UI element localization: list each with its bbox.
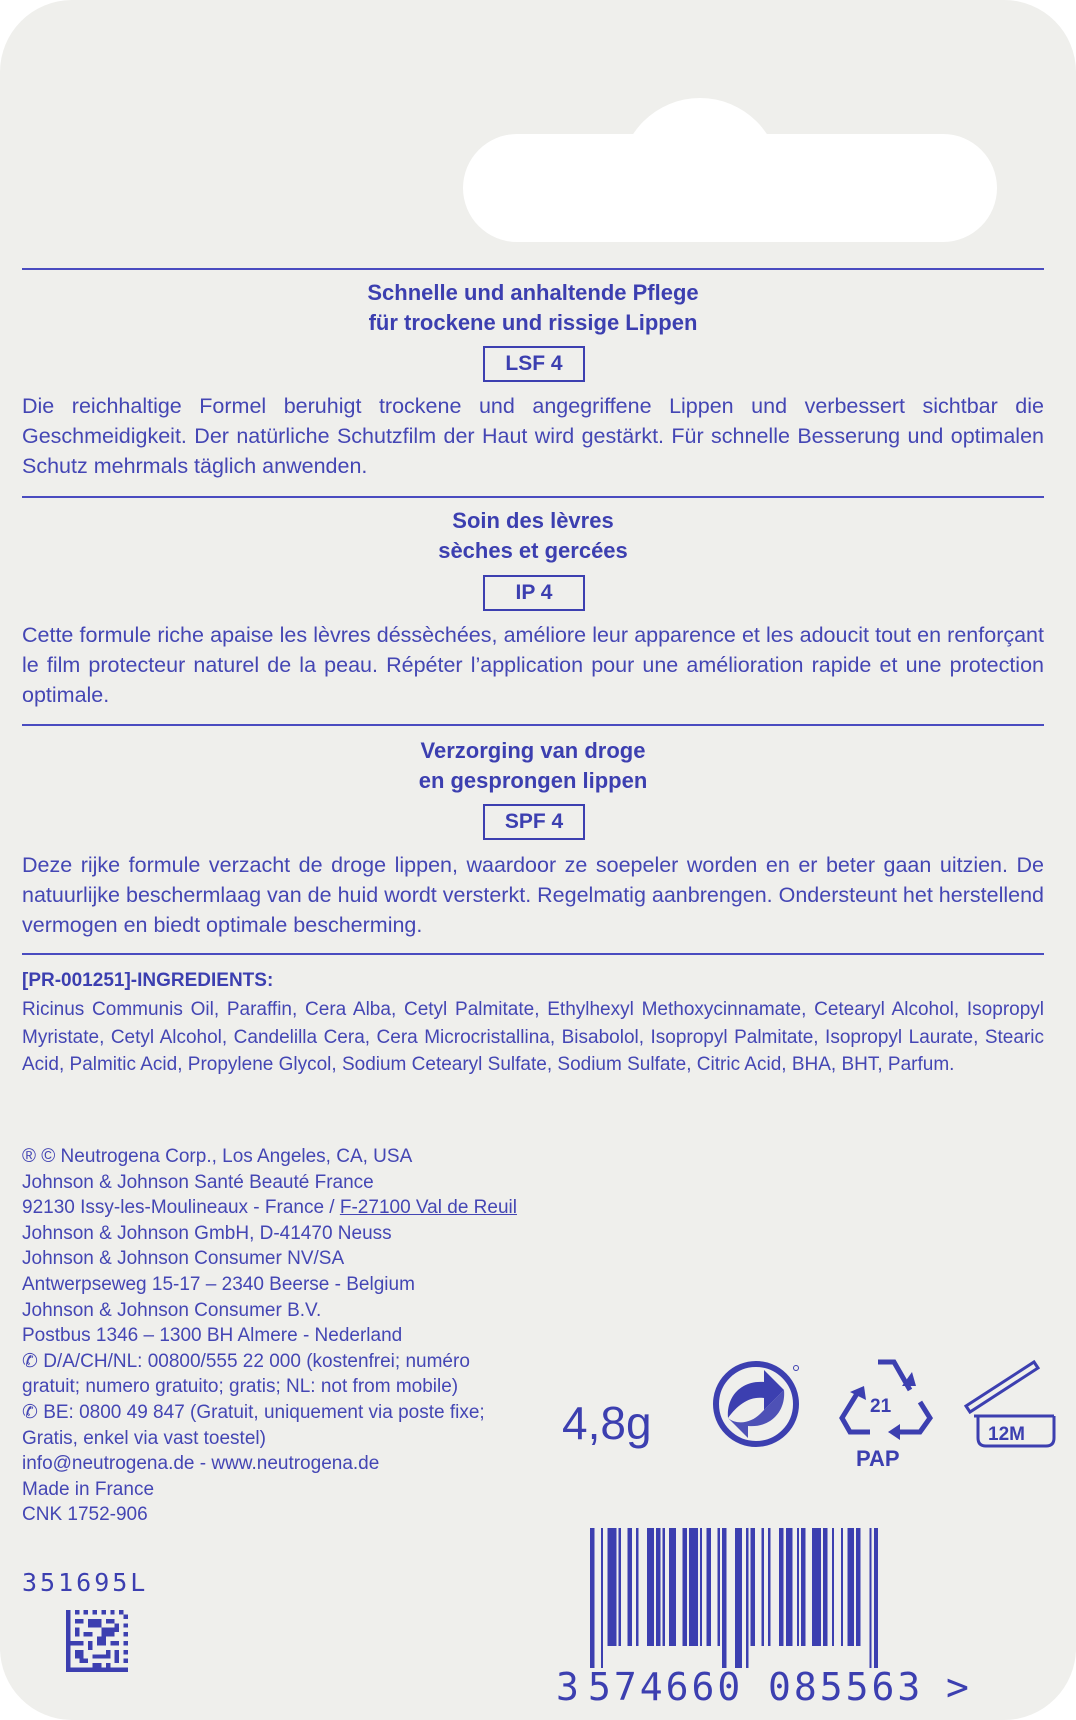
divider — [22, 268, 1044, 270]
address-line-part: F-27100 Val de Reuil — [339, 1197, 517, 1219]
divider — [22, 724, 1044, 726]
spf-badge-nl: SPF 4 — [483, 804, 585, 840]
heading-de-line1: Schnelle und anhaltende Pflege — [367, 280, 699, 305]
barcode-digit-first: 3 — [556, 1665, 582, 1709]
barcode-bar — [619, 1528, 621, 1646]
contact-line: info@neutrogena.de - www.neutrogena.de — [22, 1453, 380, 1475]
barcode-bar — [689, 1528, 698, 1646]
barcode-bar — [718, 1528, 720, 1646]
pao-months: 12M — [988, 1424, 1025, 1445]
heading-de-line2: für trockene und rissige Lippen — [368, 310, 698, 335]
spf-badge-de: LSF 4 — [483, 346, 585, 382]
barcode-bar — [590, 1528, 594, 1668]
barcode-bar — [779, 1528, 783, 1646]
recycle-material: PAP — [856, 1446, 900, 1471]
barcode-bar — [801, 1528, 805, 1646]
barcode-bar — [823, 1528, 827, 1646]
address-line: Johnson & Johnson Consumer NV/SA — [22, 1248, 345, 1270]
hotline-line: ✆ D/A/CH/NL: 00800/555 22 000 (kostenfrei; numéro — [22, 1350, 470, 1372]
barcode-bar — [847, 1528, 854, 1646]
heading-fr — [22, 506, 1044, 566]
cnk-line: CNK 1752-906 — [22, 1504, 148, 1526]
barcode-bar — [786, 1528, 793, 1646]
text-de: Die reichhaltige Formel beruhigt trockene und angegriffene Lippen und verbessert sichtbar die Geschmeidigkeit. Der natürliche Schutzfilm der Haut wird gestärkt. Für schnelle Besserung und optimalen Schutz mehrmals täglich anwenden. — [22, 394, 1044, 478]
barcode-bar — [669, 1528, 676, 1646]
address-line — [22, 1195, 562, 1221]
heading-nl-line1: Verzorging van droge — [420, 738, 646, 763]
spf-badge-fr: IP 4 — [483, 575, 585, 611]
barcode-bar — [636, 1528, 638, 1646]
barcode-bar — [856, 1528, 860, 1646]
origin-line: Made in France — [22, 1478, 155, 1500]
address-line: Antwerpseweg 15-17 – 2340 Beerse - Belgium — [22, 1273, 415, 1295]
barcode-bar — [832, 1528, 834, 1646]
barcode-icon — [590, 1528, 990, 1668]
address-line: Johnson & Johnson GmbH, D-41470 Neuss — [22, 1222, 392, 1244]
barcode-bar — [722, 1528, 726, 1668]
green-dot-icon — [712, 1356, 802, 1452]
barcode-bar — [707, 1528, 711, 1646]
divider — [22, 496, 1044, 498]
barcode-bar — [768, 1528, 770, 1646]
address-line: ® © Neutrogena Corp., Los Angeles, CA, USA — [22, 1146, 413, 1167]
text-fr: Cette formule riche apaise les lèvres déssèchées, améliore leur apparence et les adoucit tout en renforçant le film protecteur naturel de la peau. Répéter l’application pour une amélioration rapide et une protection optimale. — [22, 623, 1044, 707]
barcode-bar — [656, 1528, 660, 1646]
heading-fr-line1: Soin des lèvres — [452, 508, 614, 533]
ingredients-list: Ricinus Communis Oil, Paraffin, Cera Alba, Cetyl Palmitate, Ethylhexyl Methoxycinnamate, Cetearyl Alcohol, Isopropyl Myristate, Cetyl Alcohol, Candelilla Cera, Cera Microcristallina, Bisabolol, Isopropyl Palmitate, Isopropyl Laurate, Stearic Acid, Palmitic Acid, Propylene Glycol, Sodium Cetearyl Sulfate, Sodium Sulfate, Citric Acid, BHA, BHT, Parfum. — [22, 999, 1044, 1075]
barcode-bar — [682, 1528, 686, 1646]
barcode-bar — [601, 1528, 603, 1668]
barcode-digits-left: 574660 — [588, 1665, 744, 1709]
heading-fr-line2: sèches et gercées — [438, 538, 628, 563]
datamatrix-icon — [66, 1610, 128, 1672]
heading-de — [22, 278, 1044, 338]
divider — [22, 953, 1044, 955]
address-line: Postbus 1346 – 1300 BH Almere - Nederland — [22, 1325, 403, 1347]
text-nl: Deze rijke formule verzacht de droge lippen, waardoor ze soepeler worden en er beter gaan uitzien. De natuurlijke beschermlaag van de huid wordt versterkt. Regelmatig aanbrengen. Ondersteunt het herstellend vermogen en biedt optimale bescherming. — [22, 853, 1044, 937]
barcode-quiet-zone-marker: > — [946, 1665, 972, 1709]
hotline-line: ✆ BE: 0800 49 847 (Gratuit, uniquement via poste fixe; — [22, 1401, 485, 1423]
address-line: Johnson & Johnson Santé Beauté France — [22, 1171, 374, 1193]
barcode-bar — [874, 1528, 878, 1668]
address-line-part: 92130 Issy-les-Moulineaux - France / — [22, 1197, 340, 1219]
net-weight: 4,8g — [562, 1397, 652, 1449]
barcode-bar — [608, 1528, 617, 1646]
heading-nl — [22, 736, 1044, 796]
barcode-bar — [647, 1528, 654, 1646]
barcode-bar — [841, 1528, 843, 1646]
barcode-bar — [663, 1528, 665, 1646]
barcode-bar — [735, 1528, 742, 1668]
hang-hole — [463, 134, 997, 242]
barcode-bar — [746, 1528, 748, 1668]
barcode-bar — [762, 1528, 764, 1646]
barcode-bar — [812, 1528, 821, 1646]
barcode-bar — [869, 1528, 871, 1668]
address-line: Johnson & Johnson Consumer B.V. — [22, 1299, 322, 1321]
barcode-bar — [700, 1528, 702, 1646]
barcode-bar — [751, 1528, 755, 1646]
recycle-code: 21 — [870, 1396, 892, 1417]
hotline-line: Gratis, enkel via vast toestel) — [22, 1427, 266, 1449]
ingredients-title: [PR-001251]-INGREDIENTS: — [22, 970, 274, 991]
barcode-bar — [797, 1528, 799, 1646]
lot-code: 351695L — [22, 1568, 149, 1597]
barcode-digits-right: 085563 — [768, 1665, 924, 1709]
barcode-digits — [556, 1665, 972, 1709]
barcode-bar — [627, 1528, 631, 1646]
hotline-line: gratuit; numero gratuito; gratis; NL: not from mobile) — [22, 1376, 459, 1398]
manufacturer-address — [22, 1144, 562, 1528]
heading-nl-line2: en gesprongen lippen — [418, 768, 648, 793]
